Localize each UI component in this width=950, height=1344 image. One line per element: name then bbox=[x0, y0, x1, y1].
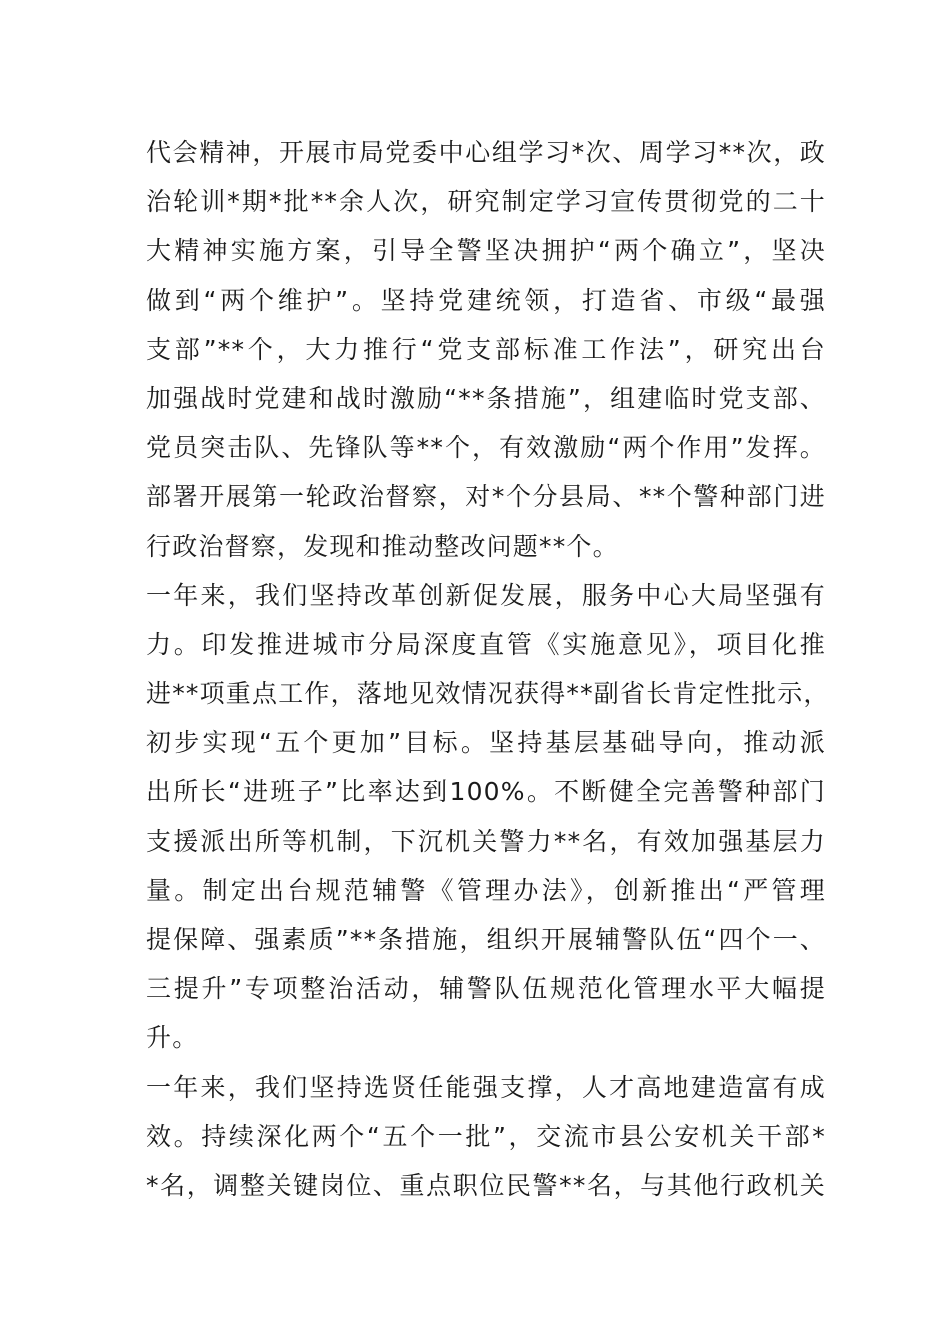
text-line: 做到“两个维护”。坚持党建统领，打造省、市级“最强 bbox=[146, 285, 826, 315]
document-body bbox=[146, 128, 830, 1210]
text-line: 升。 bbox=[146, 1023, 199, 1053]
text-line: 出所长“进班子”比率达到100%。不断健全完善警种部门 bbox=[146, 777, 826, 807]
text-line: 量。制定出台规范辅警《管理办法》，创新推出“严管理 bbox=[146, 875, 826, 905]
text-line: 加强战时党建和战时激励“**条措施”，组建临时党支部、 bbox=[146, 383, 826, 413]
text-line: 治轮训*期*批**余人次，研究制定学习宣传贯彻党的二十 bbox=[146, 187, 826, 217]
text-line: 提保障、强素质”**条措施，组织开展辅警队伍“四个一、 bbox=[146, 925, 826, 954]
text-line: 进**项重点工作，落地见效情况获得**副省长肯定性批示， bbox=[146, 679, 830, 709]
text-line: 三提升”专项整治活动，辅警队伍规范化管理水平大幅提 bbox=[146, 974, 826, 1004]
text-line: 代会精神，开展市局党委中心组学习*次、周学习**次，政 bbox=[146, 138, 826, 167]
text-line: 支援派出所等机制，下沉机关警力**名，有效加强基层力 bbox=[146, 826, 826, 856]
text-line: 一年来，我们坚持选贤任能强支撑，人才高地建造富有成 bbox=[146, 1072, 826, 1102]
text-line: 效。持续深化两个“五个一批”，交流市县公安机关干部* bbox=[146, 1121, 826, 1151]
text-line: *名，调整关键岗位、重点职位民警**名，与其他行政机关 bbox=[146, 1170, 826, 1200]
text-line: 大精神实施方案，引导全警坚决拥护“两个确立”，坚决 bbox=[146, 236, 826, 266]
text-line: 部署开展第一轮政治督察，对*个分县局、**个警种部门进 bbox=[146, 482, 826, 512]
text-line: 力。印发推进城市分局深度直管《实施意见》，项目化推 bbox=[146, 629, 826, 659]
text-line: 一年来，我们坚持改革创新促发展，服务中心大局坚强有 bbox=[146, 580, 826, 610]
text-line: 支部”**个，大力推行“党支部标准工作法”，研究出台 bbox=[146, 334, 826, 364]
text-line: 党员突击队、先锋队等**个，有效激励“两个作用”发挥。 bbox=[146, 433, 826, 463]
text-line: 行政治督察，发现和推动整改问题**个。 bbox=[146, 531, 619, 561]
text-line: 初步实现“五个更加”目标。坚持基层基础导向，推动派 bbox=[146, 728, 826, 758]
